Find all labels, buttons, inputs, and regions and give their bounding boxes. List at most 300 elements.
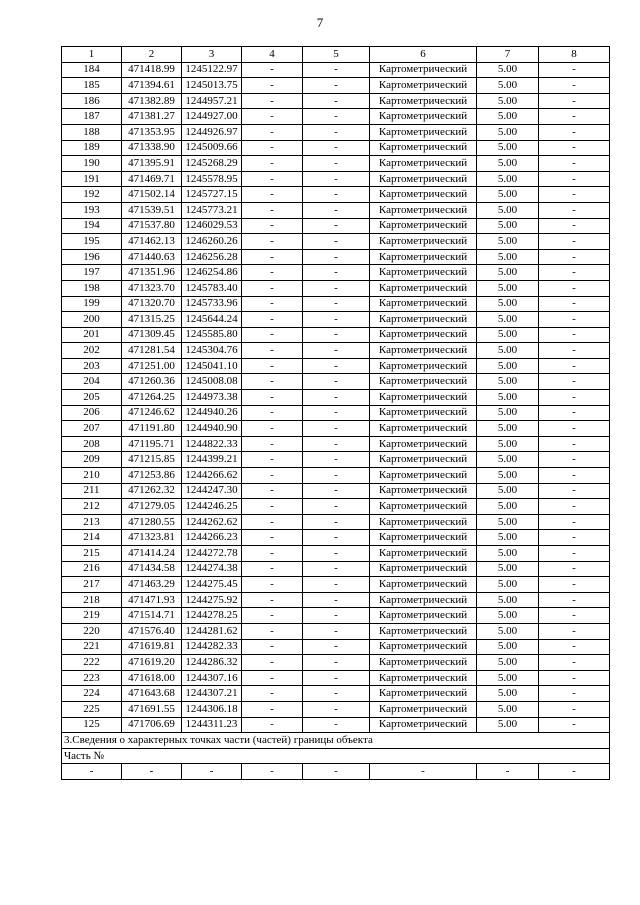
table-cell: Картометрический [370,390,477,406]
table-cell: - [539,187,610,203]
section-title-text: 3.Сведения о характерных точках части (частей) границы объекта [62,733,610,749]
table-cell: - [242,296,303,312]
table-cell: 1244247.30 [182,483,242,499]
table-cell: - [539,156,610,172]
table-cell: 5.00 [477,109,539,125]
table-cell: - [539,78,610,94]
table-cell: - [303,390,370,406]
table-cell: - [303,234,370,250]
table-cell: 1246029.53 [182,218,242,234]
table-cell: 3 [182,47,242,63]
table-cell: 5.00 [477,468,539,484]
table-cell: - [539,171,610,187]
table-cell: 197 [62,265,122,281]
table-row [62,483,610,499]
header-row [62,47,610,63]
table-cell: 1244275.92 [182,592,242,608]
table-cell: Картометрический [370,717,477,733]
table-cell: - [303,405,370,421]
table-row [62,327,610,343]
table-cell: 5.00 [477,343,539,359]
table-cell: - [303,265,370,281]
table-cell: - [303,670,370,686]
table-cell: - [303,468,370,484]
table-cell: - [539,343,610,359]
section-title [62,733,610,749]
table-cell: 471418.99 [122,62,182,78]
table-row [62,62,610,78]
table-cell: - [242,483,303,499]
table-cell: - [539,623,610,639]
table-cell: - [303,187,370,203]
table-cell: - [303,546,370,562]
table-cell: 192 [62,187,122,203]
table-cell: 203 [62,358,122,374]
table-cell: - [242,717,303,733]
table-cell: - [539,249,610,265]
table-cell: - [477,764,539,780]
table-cell: Картометрический [370,546,477,562]
table-cell: 5.00 [477,218,539,234]
table-cell: - [539,655,610,671]
table-cell: 5.00 [477,124,539,140]
table-cell: 471618.00 [122,670,182,686]
table-cell: 1244281.62 [182,623,242,639]
table-cell: Картометрический [370,592,477,608]
table-cell: 208 [62,436,122,452]
table-cell: - [242,436,303,452]
table-cell: 5.00 [477,327,539,343]
table-row [62,140,610,156]
table-cell: Картометрический [370,655,477,671]
table-cell: 1244272.78 [182,546,242,562]
table-cell: 471253.86 [122,468,182,484]
table-cell: Картометрический [370,124,477,140]
table-cell: - [242,655,303,671]
table-cell: 5.00 [477,280,539,296]
table-cell: - [539,468,610,484]
table-row [62,218,610,234]
table-cell: - [539,421,610,437]
table-cell: Картометрический [370,343,477,359]
table-cell: Картометрический [370,483,477,499]
table-cell: 5.00 [477,312,539,328]
table-cell: 189 [62,140,122,156]
table-cell: - [242,358,303,374]
table-cell: - [242,234,303,250]
table-cell: 184 [62,62,122,78]
table-cell: 5.00 [477,686,539,702]
table-cell: 206 [62,405,122,421]
table-cell: - [539,327,610,343]
table-cell: 185 [62,78,122,94]
table-cell: - [242,343,303,359]
table-cell: 1244275.45 [182,577,242,593]
table-cell: 1245041.10 [182,358,242,374]
table-cell: 1245013.75 [182,78,242,94]
table-cell: - [242,499,303,515]
table-row [62,405,610,421]
table-row [62,546,610,562]
table-cell: Картометрический [370,468,477,484]
table-row [62,623,610,639]
table-cell: - [242,156,303,172]
table-cell: 209 [62,452,122,468]
table-cell: - [242,140,303,156]
table-cell: 5.00 [477,577,539,593]
table-cell: - [242,514,303,530]
table-cell: - [539,670,610,686]
table-cell: 5.00 [477,452,539,468]
page-number: 7 [316,15,324,30]
table-cell: 223 [62,670,122,686]
table-cell: 5.00 [477,436,539,452]
table-row [62,93,610,109]
table-cell: - [242,249,303,265]
table-cell: Картометрический [370,218,477,234]
table-cell: 471706.69 [122,717,182,733]
table-cell: 2 [122,47,182,63]
table-cell: - [539,701,610,717]
table-cell: - [303,109,370,125]
table-cell: 471440.63 [122,249,182,265]
table-cell: 1244274.38 [182,561,242,577]
table-cell: 190 [62,156,122,172]
table-cell: 471502.14 [122,187,182,203]
table-cell: - [242,171,303,187]
table-cell: - [303,436,370,452]
table-cell: 7 [477,47,539,63]
table-cell: - [303,452,370,468]
table-cell: 5.00 [477,358,539,374]
table-cell: - [242,93,303,109]
table-cell: 5.00 [477,546,539,562]
table-cell: 1244266.62 [182,468,242,484]
table-cell: Картометрический [370,187,477,203]
table-cell: 5.00 [477,140,539,156]
table-cell: - [539,452,610,468]
table-cell: Картометрический [370,686,477,702]
table-cell: - [242,608,303,624]
table-cell: Картометрический [370,312,477,328]
table-cell: - [303,483,370,499]
table-cell: - [539,202,610,218]
table-cell: - [539,530,610,546]
table-row [62,202,610,218]
table-cell: - [539,499,610,515]
table-row [62,717,610,733]
table-row [62,156,610,172]
table-cell: Картометрический [370,623,477,639]
table-cell: 471395.91 [122,156,182,172]
table-cell: - [539,124,610,140]
table-cell: 471643.68 [122,686,182,702]
table-cell: - [539,686,610,702]
table-cell: 225 [62,701,122,717]
table-cell: 207 [62,421,122,437]
table-cell: 1244306.18 [182,701,242,717]
table-cell: - [539,639,610,655]
table-cell: - [303,421,370,437]
part-label-text: Часть № [62,748,610,764]
table-cell: 471462.13 [122,234,182,250]
table-row [62,530,610,546]
table-cell: - [539,592,610,608]
table-cell: 471351.96 [122,265,182,281]
table-cell: 5.00 [477,296,539,312]
table-row [62,358,610,374]
table-cell: - [539,358,610,374]
table-row [62,265,610,281]
table-cell: 220 [62,623,122,639]
table-cell: 5.00 [477,234,539,250]
table-cell: 199 [62,296,122,312]
table-cell: 211 [62,483,122,499]
table-cell: 125 [62,717,122,733]
table-cell: - [539,483,610,499]
table-cell: 471309.45 [122,327,182,343]
table-cell: 471539.51 [122,202,182,218]
table-cell: 6 [370,47,477,63]
table-cell: 200 [62,312,122,328]
table-cell: - [539,436,610,452]
table-row [62,234,610,250]
table-row [62,436,610,452]
table-cell: Картометрический [370,234,477,250]
table-cell: 471264.25 [122,390,182,406]
table-cell: 1244940.26 [182,405,242,421]
table-cell: - [242,670,303,686]
table-cell: 1244311.23 [182,717,242,733]
table-cell: 471576.40 [122,623,182,639]
table-cell: 5.00 [477,171,539,187]
table-cell: - [242,421,303,437]
table-cell: - [242,78,303,94]
table-cell: 8 [539,47,610,63]
table-cell: 1245727.15 [182,187,242,203]
table-cell: - [182,764,242,780]
table-cell: - [242,592,303,608]
table-cell: - [539,140,610,156]
table-cell: - [303,296,370,312]
table-cell: 1245644.24 [182,312,242,328]
table-cell: 471323.81 [122,530,182,546]
table-cell: - [242,405,303,421]
table-row [62,577,610,593]
table-cell: - [539,312,610,328]
table-cell: 471381.27 [122,109,182,125]
table-cell: - [242,546,303,562]
table-cell: - [539,93,610,109]
table-cell: - [242,577,303,593]
table-cell: 471394.61 [122,78,182,94]
table-cell: 5.00 [477,93,539,109]
table-row [62,468,610,484]
table-cell: 4 [242,47,303,63]
table-cell: Картометрический [370,670,477,686]
table-cell: - [303,343,370,359]
table-cell: 186 [62,93,122,109]
table-cell: - [539,109,610,125]
table-cell: 205 [62,390,122,406]
table-cell: Картометрический [370,421,477,437]
table-cell: - [242,468,303,484]
table-cell: - [242,218,303,234]
table-cell: 471279.05 [122,499,182,515]
table-cell: 1244307.21 [182,686,242,702]
table-cell: 195 [62,234,122,250]
table-cell: - [303,358,370,374]
table-cell: 471514.71 [122,608,182,624]
table-row [62,187,610,203]
table-cell: Картометрический [370,93,477,109]
table-cell: 5.00 [477,530,539,546]
table-cell: - [303,280,370,296]
table-cell: Картометрический [370,358,477,374]
table-row [62,701,610,717]
part-row [62,764,610,780]
table-cell: 471280.55 [122,514,182,530]
table-cell: 5.00 [477,156,539,172]
table-cell: 1245122.97 [182,62,242,78]
table-cell: 5.00 [477,405,539,421]
table-cell: Картометрический [370,249,477,265]
table-cell: Картометрический [370,280,477,296]
table-cell: Картометрический [370,140,477,156]
table-cell: 1244246.25 [182,499,242,515]
table-cell: 471619.20 [122,655,182,671]
table-cell: - [303,249,370,265]
table-cell: - [539,717,610,733]
table-cell: 193 [62,202,122,218]
table-cell: 471434.58 [122,561,182,577]
part-label [62,748,610,764]
table-row [62,561,610,577]
table-row [62,592,610,608]
table-cell: 5.00 [477,561,539,577]
table-cell: - [303,312,370,328]
table-row [62,312,610,328]
table-cell: - [370,764,477,780]
table-cell: 5.00 [477,639,539,655]
table-cell: 471320.70 [122,296,182,312]
table-cell: Картометрический [370,639,477,655]
table-cell: 1244973.38 [182,390,242,406]
table-cell: - [539,561,610,577]
table-cell: 1244399.21 [182,452,242,468]
table-cell: Картометрический [370,499,477,515]
table-cell: 1 [62,47,122,63]
table-cell: Картометрический [370,608,477,624]
table-cell: 214 [62,530,122,546]
table-row [62,655,610,671]
table-row [62,670,610,686]
table-cell: 1245008.08 [182,374,242,390]
table-cell: - [539,764,610,780]
table-cell: 219 [62,608,122,624]
table-cell: 5.00 [477,202,539,218]
table-cell: 198 [62,280,122,296]
table-cell: 1245585.80 [182,327,242,343]
table-cell: - [242,639,303,655]
table-row [62,374,610,390]
table-cell: - [242,701,303,717]
table-cell: - [303,93,370,109]
table-cell: - [303,499,370,515]
table-cell: 224 [62,686,122,702]
table-cell: Картометрический [370,577,477,593]
table-cell: - [242,390,303,406]
table-cell: - [539,234,610,250]
table-cell: 471469.71 [122,171,182,187]
table-row [62,343,610,359]
table-cell: - [303,171,370,187]
table-cell: 5.00 [477,187,539,203]
table-cell: 471262.32 [122,483,182,499]
table-cell: - [242,265,303,281]
table-cell: 5.00 [477,374,539,390]
table-cell: - [242,764,303,780]
table-cell: - [303,530,370,546]
table-cell: 187 [62,109,122,125]
table-cell: Картометрический [370,327,477,343]
table-cell: - [303,577,370,593]
table-cell: - [242,561,303,577]
table-cell: 471471.93 [122,592,182,608]
table-cell: 1244278.25 [182,608,242,624]
table-cell: 5.00 [477,655,539,671]
table-cell: 188 [62,124,122,140]
table-body [62,47,610,780]
table-cell: 213 [62,514,122,530]
table-cell: 471323.70 [122,280,182,296]
table-row [62,514,610,530]
table-cell: 5.00 [477,717,539,733]
table-row [62,608,610,624]
table-cell: - [242,280,303,296]
table-cell: 202 [62,343,122,359]
table-cell: 1245578.95 [182,171,242,187]
table-cell: - [122,764,182,780]
table-cell: 1244307.16 [182,670,242,686]
table-cell: 1244266.23 [182,530,242,546]
table-cell: 5.00 [477,514,539,530]
table-cell: - [303,78,370,94]
table-cell: - [303,124,370,140]
table-cell: - [303,608,370,624]
table-row [62,171,610,187]
table-cell: - [303,218,370,234]
table-cell: 471691.55 [122,701,182,717]
table-cell: - [303,639,370,655]
table-cell: 215 [62,546,122,562]
table-cell: Картометрический [370,78,477,94]
table-cell: Картометрический [370,296,477,312]
table-cell: - [303,374,370,390]
table-cell: Картометрический [370,405,477,421]
table-cell: - [539,62,610,78]
table-cell: Картометрический [370,265,477,281]
table-cell: 5.00 [477,592,539,608]
table-cell: Картометрический [370,514,477,530]
table-cell: 1244927.00 [182,109,242,125]
table-cell: 471315.25 [122,312,182,328]
table-cell: 5.00 [477,62,539,78]
table-cell: - [539,546,610,562]
table-cell: 5.00 [477,499,539,515]
table-cell: 221 [62,639,122,655]
table-cell: - [242,327,303,343]
